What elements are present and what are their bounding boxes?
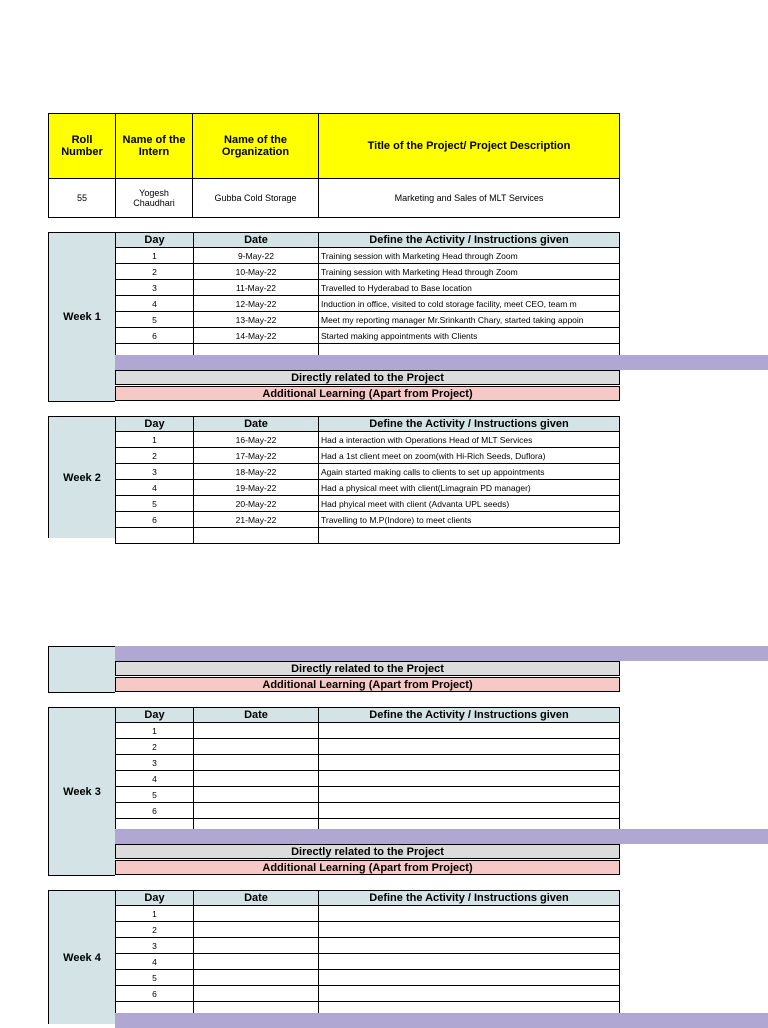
activity-cell[interactable]: Had a interaction with Operations Head of MLT Services <box>319 432 620 448</box>
day-cell[interactable]: 4 <box>116 771 194 787</box>
day-cell[interactable]: 6 <box>116 328 194 344</box>
intern-name-value[interactable]: Yogesh Chaudhari <box>116 179 193 218</box>
activity-cell[interactable] <box>319 970 620 986</box>
date-cell[interactable] <box>194 755 319 771</box>
week-4-purple-band <box>115 1013 768 1028</box>
week-1-purple-band <box>115 355 768 370</box>
organization-value[interactable]: Gubba Cold Storage <box>193 179 319 218</box>
activity-column-header: Define the Activity / Instructions given <box>319 417 620 432</box>
activity-cell[interactable] <box>319 803 620 819</box>
day-cell[interactable]: 3 <box>116 464 194 480</box>
date-cell[interactable]: 10-May-22 <box>194 264 319 280</box>
table-row <box>116 280 620 296</box>
table-row <box>116 771 620 787</box>
date-column-header: Date <box>194 233 319 248</box>
activity-cell[interactable]: Training session with Marketing Head through Zoom <box>319 248 620 264</box>
date-cell[interactable] <box>194 970 319 986</box>
table-row <box>116 464 620 480</box>
date-column-header: Date <box>194 417 319 432</box>
column-header-row <box>116 891 620 906</box>
date-cell[interactable] <box>194 922 319 938</box>
activity-cell[interactable]: Meet my reporting manager Mr.Srinkanth Chary, started taking appoin <box>319 312 620 328</box>
day-column-header: Day <box>116 891 194 906</box>
activity-cell[interactable] <box>319 771 620 787</box>
week-label-text: Week 4 <box>63 951 101 964</box>
date-column-header: Date <box>194 708 319 723</box>
activity-cell[interactable] <box>319 906 620 922</box>
date-cell[interactable] <box>194 739 319 755</box>
week-3-label <box>48 707 115 876</box>
day-cell[interactable]: 2 <box>116 922 194 938</box>
date-cell[interactable]: 14-May-22 <box>194 328 319 344</box>
week-2-continuation-label <box>48 646 115 693</box>
day-cell[interactable]: 1 <box>116 248 194 264</box>
week-2-label <box>48 416 115 538</box>
week-1-additional-band: Additional Learning (Apart from Project) <box>115 386 620 401</box>
date-cell[interactable] <box>194 803 319 819</box>
table-row <box>116 954 620 970</box>
table-row <box>116 922 620 938</box>
table-row <box>116 739 620 755</box>
table-row <box>116 787 620 803</box>
activity-cell[interactable] <box>319 938 620 954</box>
week-3-table <box>115 707 620 835</box>
activity-cell[interactable] <box>319 954 620 970</box>
table-row <box>116 723 620 739</box>
day-cell[interactable]: 2 <box>116 264 194 280</box>
table-row <box>116 248 620 264</box>
day-cell[interactable]: 1 <box>116 906 194 922</box>
activity-cell[interactable]: Had phyical meet with client (Advanta UPL seeds) <box>319 496 620 512</box>
day-cell[interactable]: 4 <box>116 296 194 312</box>
activity-cell[interactable]: Again started making calls to clients to set up appointments <box>319 464 620 480</box>
activity-cell[interactable]: Had a physical meet with client(Limagrain PD manager) <box>319 480 620 496</box>
date-cell[interactable] <box>194 528 319 544</box>
date-cell[interactable]: 12-May-22 <box>194 296 319 312</box>
table-row <box>116 496 620 512</box>
activity-cell[interactable] <box>319 787 620 803</box>
intern-name-header: Name of the Intern <box>116 114 193 179</box>
week-2-direct-band: Directly related to the Project <box>115 661 620 676</box>
activity-cell[interactable] <box>319 528 620 544</box>
date-cell[interactable]: 19-May-22 <box>194 480 319 496</box>
week-1-direct-band: Directly related to the Project <box>115 370 620 385</box>
day-cell[interactable]: 1 <box>116 432 194 448</box>
day-column-header: Day <box>116 708 194 723</box>
day-column-header: Day <box>116 233 194 248</box>
date-cell[interactable] <box>194 986 319 1002</box>
day-cell[interactable]: 6 <box>116 986 194 1002</box>
date-cell[interactable] <box>194 954 319 970</box>
activity-cell[interactable]: Travelled to Hyderabad to Base location <box>319 280 620 296</box>
table-row <box>116 312 620 328</box>
activity-column-header: Define the Activity / Instructions given <box>319 891 620 906</box>
activity-cell[interactable] <box>319 739 620 755</box>
date-cell[interactable] <box>194 938 319 954</box>
day-cell[interactable]: 4 <box>116 954 194 970</box>
day-cell[interactable]: 5 <box>116 970 194 986</box>
activity-cell[interactable] <box>319 755 620 771</box>
table-row <box>116 755 620 771</box>
date-cell[interactable] <box>194 723 319 739</box>
activity-cell[interactable]: Travelling to M.P(Indore) to meet clients <box>319 512 620 528</box>
week-label-text: Week 3 <box>63 785 101 798</box>
date-cell[interactable] <box>194 787 319 803</box>
activity-cell[interactable] <box>319 723 620 739</box>
day-cell[interactable]: 3 <box>116 938 194 954</box>
date-column-header: Date <box>194 891 319 906</box>
date-cell[interactable]: 21-May-22 <box>194 512 319 528</box>
date-cell[interactable]: 11-May-22 <box>194 280 319 296</box>
date-cell[interactable]: 20-May-22 <box>194 496 319 512</box>
week-label-text: Week 1 <box>63 311 101 323</box>
table-row <box>116 328 620 344</box>
table-row <box>116 906 620 922</box>
table-row <box>116 432 620 448</box>
week-2-purple-band <box>115 646 768 661</box>
week-3-direct-band: Directly related to the Project <box>115 844 620 859</box>
week-1-label <box>48 232 115 402</box>
day-cell[interactable]: 1 <box>116 723 194 739</box>
activity-cell[interactable]: Induction in office, visited to cold storage facility, meet CEO, team m <box>319 296 620 312</box>
activity-cell[interactable] <box>319 986 620 1002</box>
activity-column-header: Define the Activity / Instructions given <box>319 233 620 248</box>
week-2-table <box>115 416 620 544</box>
day-cell[interactable]: 2 <box>116 448 194 464</box>
column-header-row <box>116 417 620 432</box>
week-label-text: Week 2 <box>63 471 101 484</box>
week-3-additional-band: Additional Learning (Apart from Project) <box>115 860 620 875</box>
table-row <box>116 986 620 1002</box>
organization-header: Name of the Organization <box>193 114 319 179</box>
week-1-table <box>115 232 620 360</box>
table-row <box>116 938 620 954</box>
project-title-header: Title of the Project/ Project Description <box>319 114 620 179</box>
table-row <box>116 296 620 312</box>
day-cell[interactable]: 3 <box>116 755 194 771</box>
table-row <box>116 970 620 986</box>
day-cell[interactable]: 5 <box>116 496 194 512</box>
date-cell[interactable] <box>194 771 319 787</box>
week-4-label <box>48 890 115 1024</box>
date-cell[interactable] <box>194 906 319 922</box>
date-cell[interactable]: 9-May-22 <box>194 248 319 264</box>
date-cell[interactable]: 18-May-22 <box>194 464 319 480</box>
table-row <box>116 512 620 528</box>
week-4-table <box>115 890 620 1018</box>
project-header-table <box>48 113 620 218</box>
date-cell[interactable]: 17-May-22 <box>194 448 319 464</box>
week-2-additional-band: Additional Learning (Apart from Project) <box>115 677 620 692</box>
day-cell[interactable]: 6 <box>116 512 194 528</box>
activity-cell[interactable]: Had a 1st client meet on zoom(with Hi-Rich Seeds, Duflora) <box>319 448 620 464</box>
date-cell[interactable]: 13-May-22 <box>194 312 319 328</box>
day-cell[interactable]: 3 <box>116 280 194 296</box>
table-row <box>116 264 620 280</box>
activity-column-header: Define the Activity / Instructions given <box>319 708 620 723</box>
column-header-row <box>116 708 620 723</box>
roll-number-value[interactable]: 55 <box>49 179 116 218</box>
roll-number-header: Roll Number <box>49 114 116 179</box>
day-column-header: Day <box>116 417 194 432</box>
week-3-purple-band <box>115 829 768 844</box>
activity-cell[interactable]: Training session with Marketing Head through Zoom <box>319 264 620 280</box>
day-cell[interactable]: 2 <box>116 739 194 755</box>
day-cell[interactable] <box>116 528 194 544</box>
column-header-row <box>116 233 620 248</box>
table-row <box>116 528 620 544</box>
day-cell[interactable]: 5 <box>116 312 194 328</box>
day-cell[interactable]: 4 <box>116 480 194 496</box>
day-cell[interactable]: 5 <box>116 787 194 803</box>
table-row <box>116 480 620 496</box>
activity-cell[interactable]: Started making appointments with Clients <box>319 328 620 344</box>
table-row <box>116 448 620 464</box>
day-cell[interactable]: 6 <box>116 803 194 819</box>
project-title-value[interactable]: Marketing and Sales of MLT Services <box>319 179 620 218</box>
table-row <box>116 803 620 819</box>
date-cell[interactable]: 16-May-22 <box>194 432 319 448</box>
activity-cell[interactable] <box>319 922 620 938</box>
